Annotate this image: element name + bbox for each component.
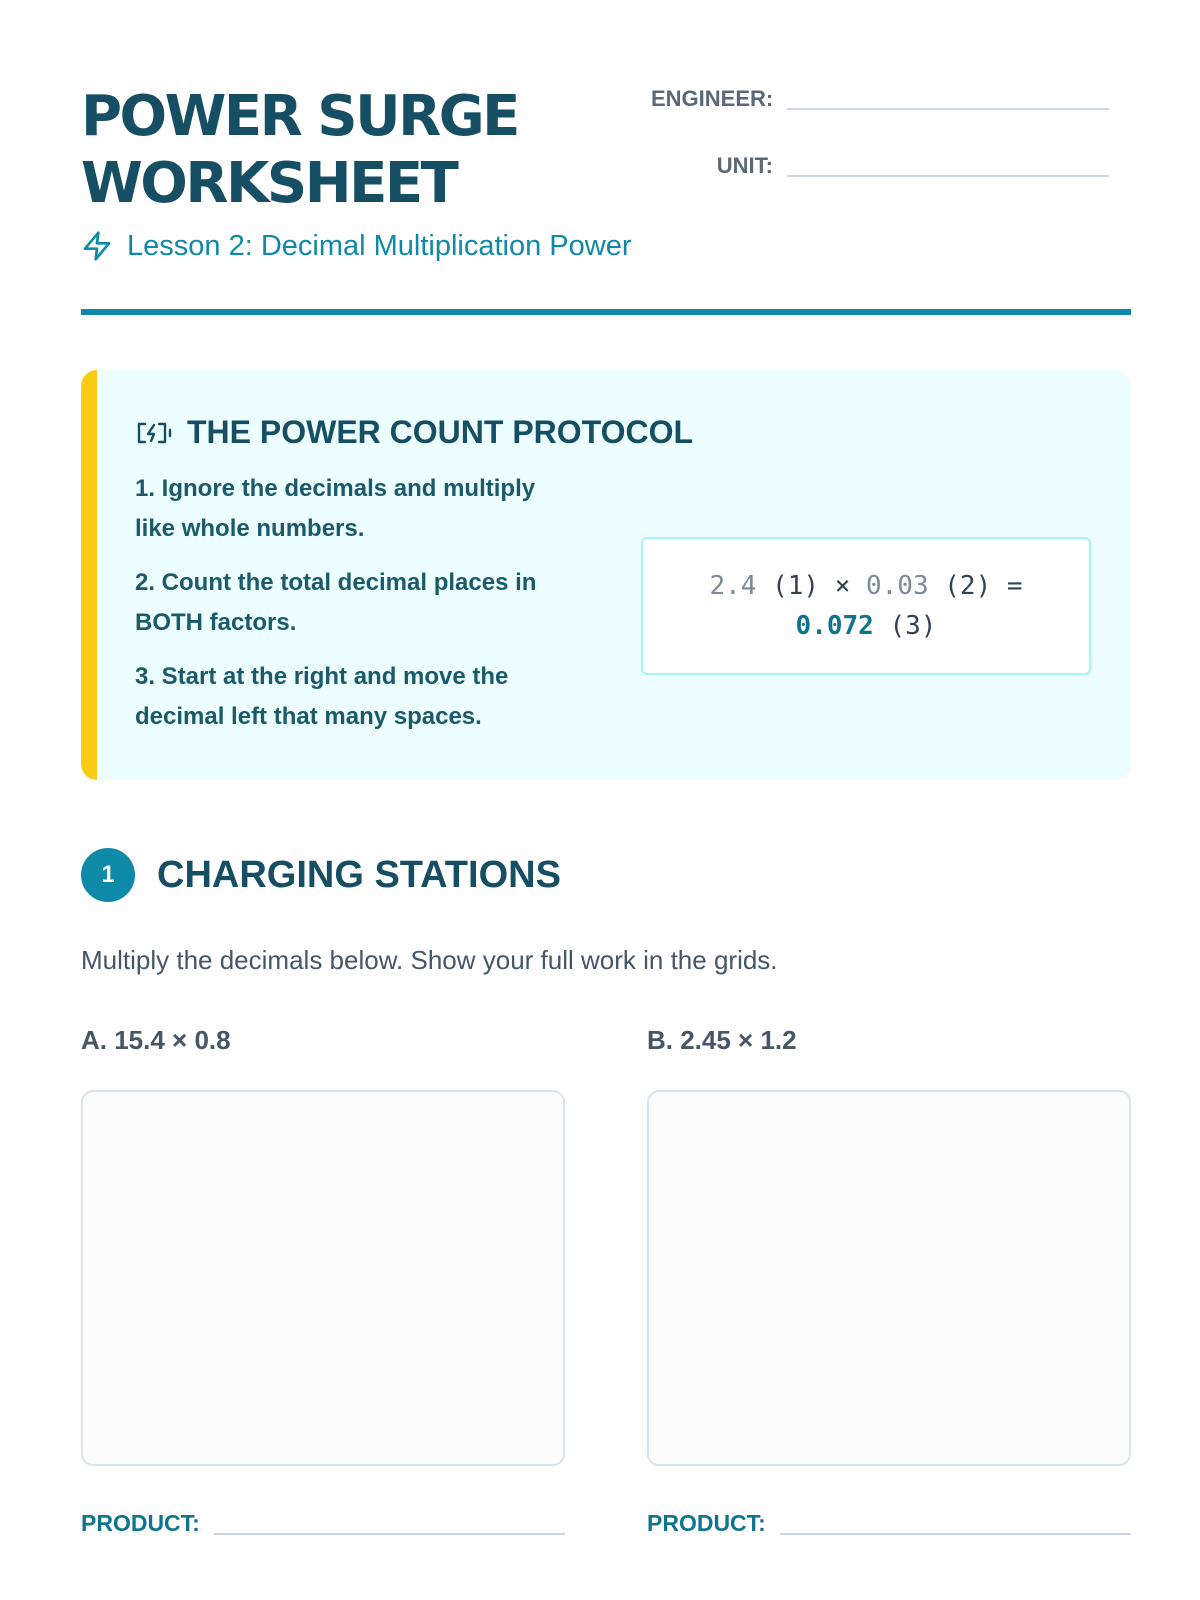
example-places-total: (3) [889, 611, 937, 641]
engineer-line[interactable] [787, 108, 1109, 110]
problem-a [81, 1020, 565, 1537]
problem-label: B. 2.45 × 1.2 [647, 1025, 797, 1055]
product-line[interactable] [780, 1533, 1131, 1535]
example-times: × [834, 571, 851, 601]
title-line-1: POWER SURGE [81, 84, 518, 149]
unit-label: UNIT: [716, 153, 773, 178]
title-line-2: WORKSHEET [81, 151, 457, 216]
unit-line[interactable] [787, 175, 1109, 177]
lesson-subtitle [81, 226, 632, 266]
product-label: PRODUCT: [647, 1510, 766, 1536]
lightning-bolt-icon [81, 230, 113, 262]
example-places-2: (2) [944, 571, 992, 601]
protocol-box [81, 370, 1131, 780]
page-title [81, 83, 518, 217]
protocol-steps [135, 469, 575, 751]
section-number-badge: 1 [81, 848, 135, 902]
protocol-step: 2. Count the total decimal places in BOTH factors. [135, 569, 537, 636]
example-places-1: (1) [772, 571, 820, 601]
unit-field[interactable] [651, 153, 1109, 179]
example-line-2 [796, 606, 937, 646]
section-title: CHARGING STATIONS [157, 853, 561, 896]
product-line[interactable] [214, 1533, 565, 1535]
product-field[interactable] [81, 1510, 565, 1537]
engineer-field[interactable] [651, 86, 1109, 112]
section-instructions: Multiply the decimals below. Show your full work in the grids. [81, 945, 778, 975]
engineer-label: ENGINEER: [651, 86, 774, 111]
example-factor-2: 0.03 [866, 571, 929, 601]
problem-label: A. 15.4 × 0.8 [81, 1025, 231, 1055]
protocol-step: 1. Ignore the decimals and multiply like whole numbers. [135, 475, 536, 542]
lesson-text: Lesson 2: Decimal Multiplication Power [127, 229, 632, 262]
work-grid[interactable] [81, 1090, 565, 1466]
header-divider [81, 309, 1131, 315]
battery-charging-icon [135, 420, 173, 446]
worksheet-page [81, 0, 1131, 1600]
protocol-heading [135, 414, 693, 451]
example-line-1 [709, 566, 1022, 606]
example-answer: 0.072 [795, 611, 874, 641]
product-label: PRODUCT: [81, 1510, 200, 1536]
example-factor-1: 2.4 [709, 571, 757, 601]
example-equals: = [1006, 571, 1023, 601]
protocol-title: THE POWER COUNT PROTOCOL [187, 414, 694, 450]
example-box [641, 537, 1091, 675]
product-field[interactable] [647, 1510, 1131, 1537]
work-grid[interactable] [647, 1090, 1131, 1466]
problem-b [647, 1020, 1131, 1537]
section-header [81, 848, 561, 902]
protocol-step: 3. Start at the right and move the decimal left that many spaces. [135, 663, 509, 730]
